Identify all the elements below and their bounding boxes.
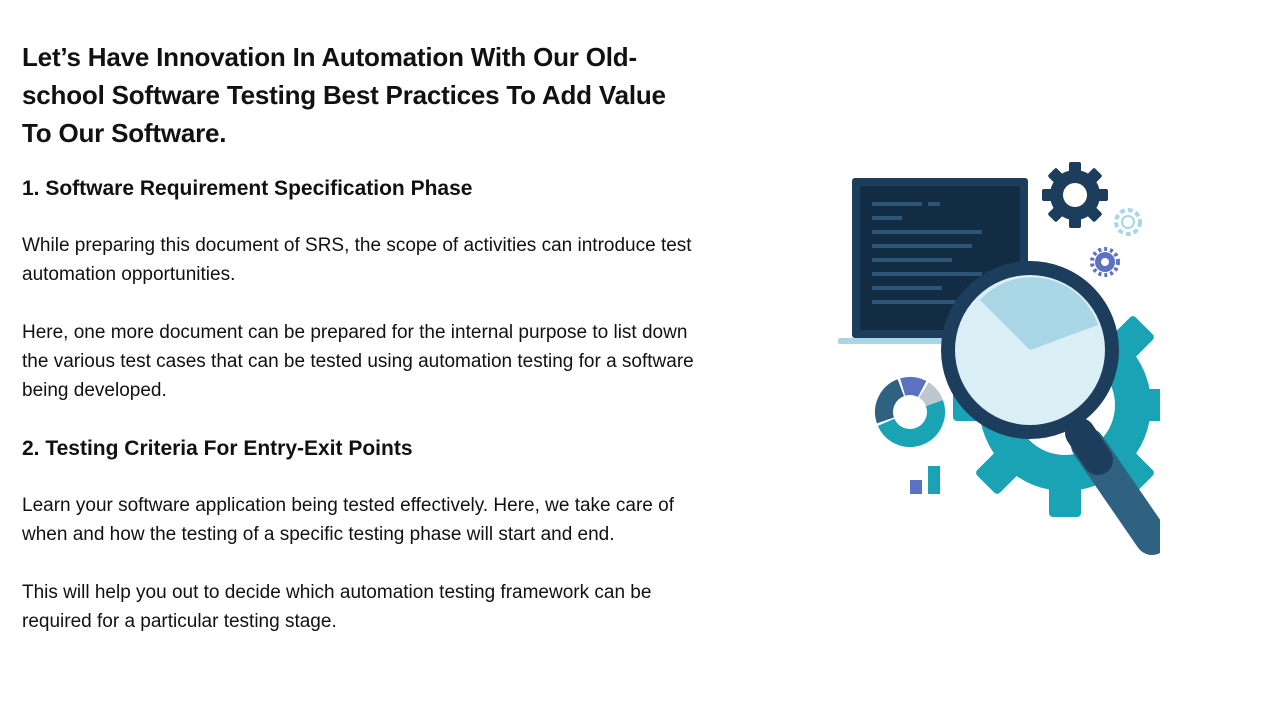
- section-heading-entry-exit: 2. Testing Criteria For Entry-Exit Points: [22, 437, 413, 460]
- automation-testing-illustration: [830, 150, 1160, 560]
- gear-icon: [1092, 249, 1118, 275]
- section-paragraph: Learn your software application being tested effectively. Here, we take care of when and how the testing of a specific testing phase will start and end.: [22, 495, 674, 545]
- gear-icon: [1116, 210, 1140, 234]
- donut-chart-icon: [877, 379, 944, 446]
- section-heading-srs: 1. Software Requirement Specification Phase: [22, 177, 473, 200]
- section-paragraph: Here, one more document can be prepared for the internal purpose to list down the various test cases that can be tested using automation testing for a software being developed.: [22, 322, 694, 401]
- section-paragraph: While preparing this document of SRS, the scope of activities can introduce test automation opportunities.: [22, 235, 692, 285]
- bar-chart-icon: [910, 466, 940, 494]
- slide-title: Let’s Have Innovation In Automation With Our Old-school Software Testing Best Practices To Add Value To Our Software.: [22, 42, 666, 148]
- slide-text-column: [22, 38, 702, 636]
- gear-icon: [1042, 162, 1108, 228]
- section-paragraph: This will help you out to decide which automation testing framework can be required for a particular testing stage.: [22, 582, 652, 632]
